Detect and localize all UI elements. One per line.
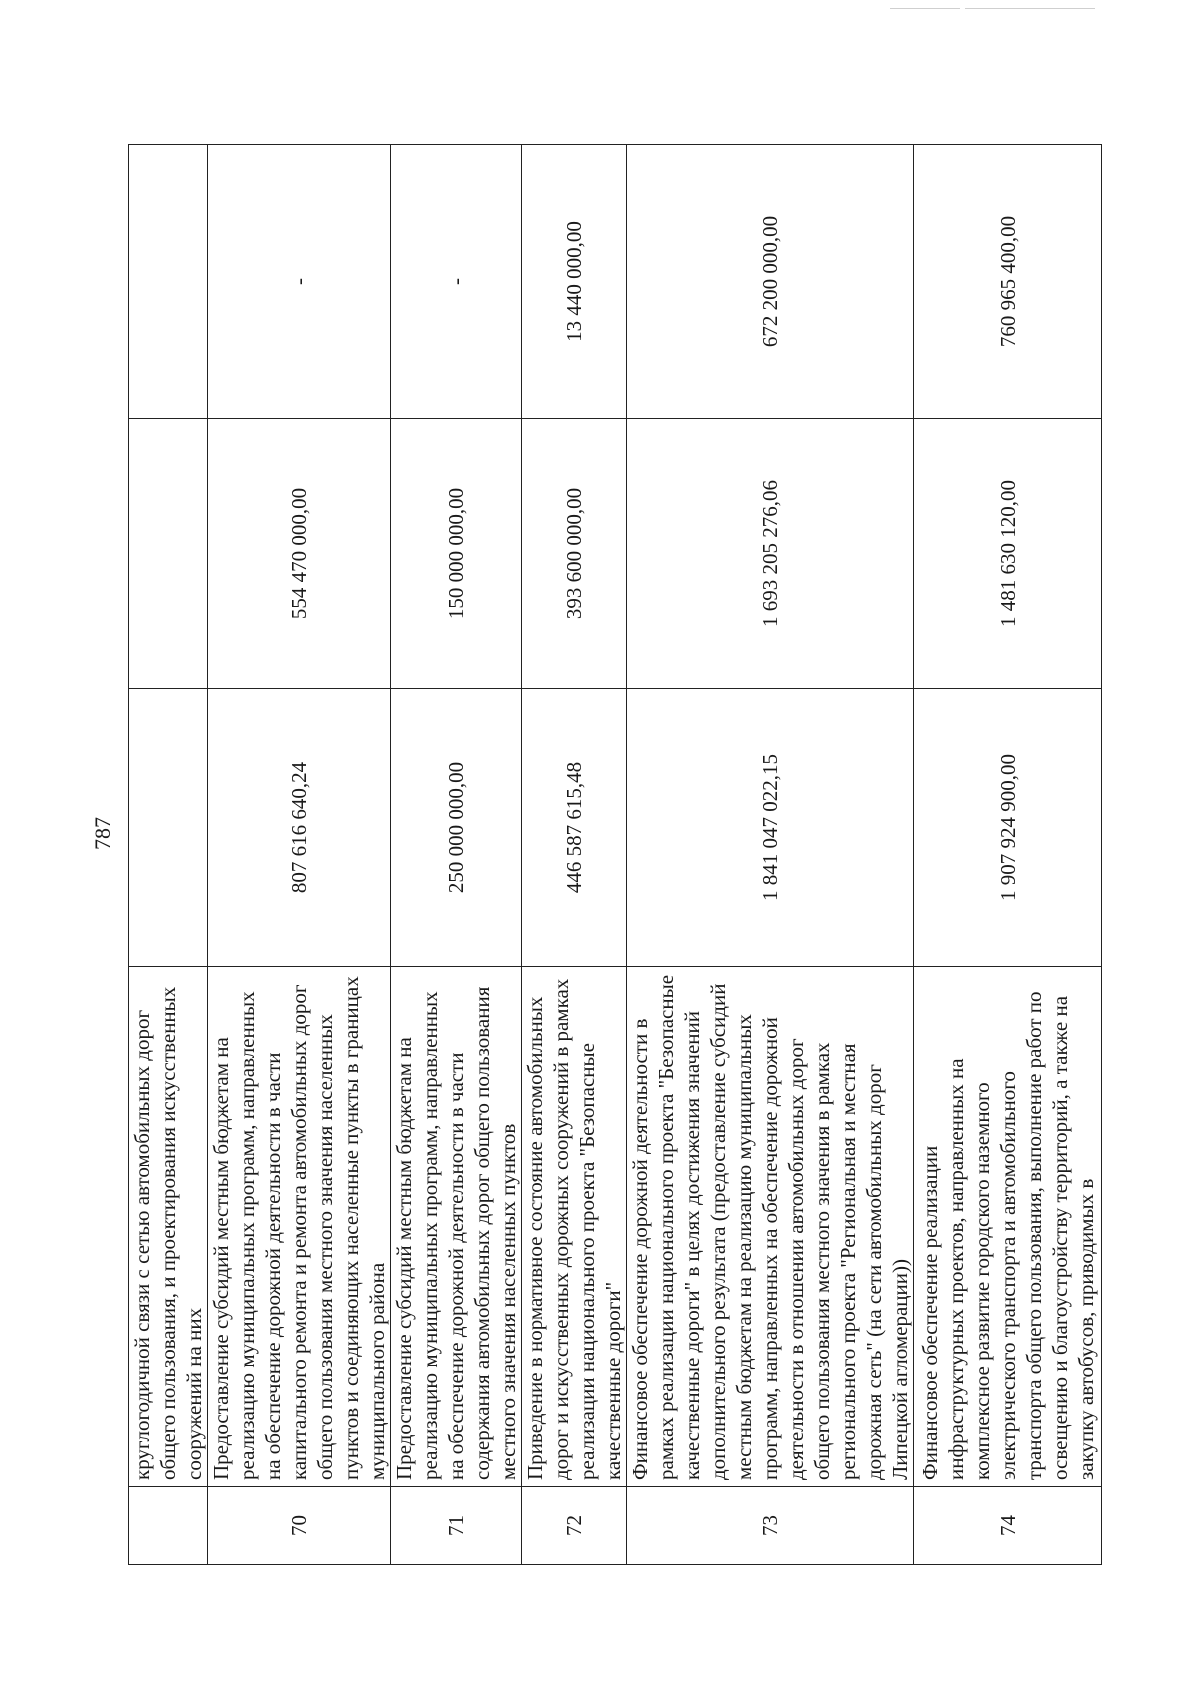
amount-cell: 1 841 047 022,15 xyxy=(627,689,914,967)
row-description: Предоставление субсидий местным бюджетам на реализацию муниципальных программ, направленных на обеспечение дорожной деятельности в части капитального ремонта и ремонта автомобильных дорог общего пользования местного значения населенных пунктов и соединяющих населенные пункты в границах муниципального района xyxy=(208,967,391,1487)
row-description: Финансовое обеспечение дорожной деятельности в рамках реализации национального проекта "Безопасные качественные дороги" в целях достижения значений дополнительного результата (предоставление субсидий местным бюджетам на реализацию муниципальных программ, направленных на обеспечение дорожной деятельности в отношении автомобильных дорог общего пользования местного значения в рамках регионального проекта "Региональная и местная дорожная сеть" (на сети автомобильных дорог Липецкой агломерации)) xyxy=(627,967,914,1487)
amount-cell: 1 907 924 900,00 xyxy=(914,689,1102,967)
table-row xyxy=(208,145,391,1565)
page-number: 787 xyxy=(90,817,115,850)
table-row xyxy=(522,145,627,1565)
rotated-table-container xyxy=(128,145,1098,1565)
row-number: 71 xyxy=(391,1487,522,1565)
amount-cell: 760 965 400,00 xyxy=(914,145,1102,419)
table-row xyxy=(129,145,208,1565)
row-number: 72 xyxy=(522,1487,627,1565)
amount-cell: 1 693 205 276,06 xyxy=(627,419,914,689)
row-description: Финансовое обеспечение реализации инфраструктурных проектов, направленных на комплексное развитие городского наземного электрического транспорта и автомобильного транспорта общего пользования, выполнение работ по освещению и благоустройству территорий, а также на закупку автобусов, приводимых в xyxy=(914,967,1102,1487)
row-description: Приведение в нормативное состояние автомобильных дорог и искусственных дорожных сооружений в рамках реализации национального проекта "Безопасные качественные дороги" xyxy=(522,967,627,1487)
row-number xyxy=(129,1487,208,1565)
amount-cell xyxy=(129,145,208,419)
amount-cell: 1 481 630 120,00 xyxy=(914,419,1102,689)
row-description: Предоставление субсидий местным бюджетам на реализацию муниципальных программ, направленных на обеспечение дорожной деятельности в части содержания автомобильных дорог общего пользования местного значения населенных пунктов xyxy=(391,967,522,1487)
row-description: круглогодичной связи с сетью автомобильных дорог общего пользования, и проектирования искусственных сооружений на них xyxy=(129,967,208,1487)
amount-cell: - xyxy=(208,145,391,419)
table-row xyxy=(627,145,914,1565)
amount-cell xyxy=(129,419,208,689)
amount-cell: 446 587 615,48 xyxy=(522,689,627,967)
budget-table xyxy=(128,144,1102,1565)
amount-cell: 250 000 000,00 xyxy=(391,689,522,967)
row-number: 73 xyxy=(627,1487,914,1565)
amount-cell: 393 600 000,00 xyxy=(522,419,627,689)
amount-cell: 13 440 000,00 xyxy=(522,145,627,419)
scan-artifact xyxy=(890,8,960,9)
amount-cell: - xyxy=(391,145,522,419)
amount-cell: 672 200 000,00 xyxy=(627,145,914,419)
scan-artifact xyxy=(965,8,1095,9)
amount-cell: 554 470 000,00 xyxy=(208,419,391,689)
row-number: 70 xyxy=(208,1487,391,1565)
amount-cell: 807 616 640,24 xyxy=(208,689,391,967)
row-number: 74 xyxy=(914,1487,1102,1565)
amount-cell xyxy=(129,689,208,967)
table-row xyxy=(914,145,1102,1565)
table-row xyxy=(391,145,522,1565)
amount-cell: 150 000 000,00 xyxy=(391,419,522,689)
